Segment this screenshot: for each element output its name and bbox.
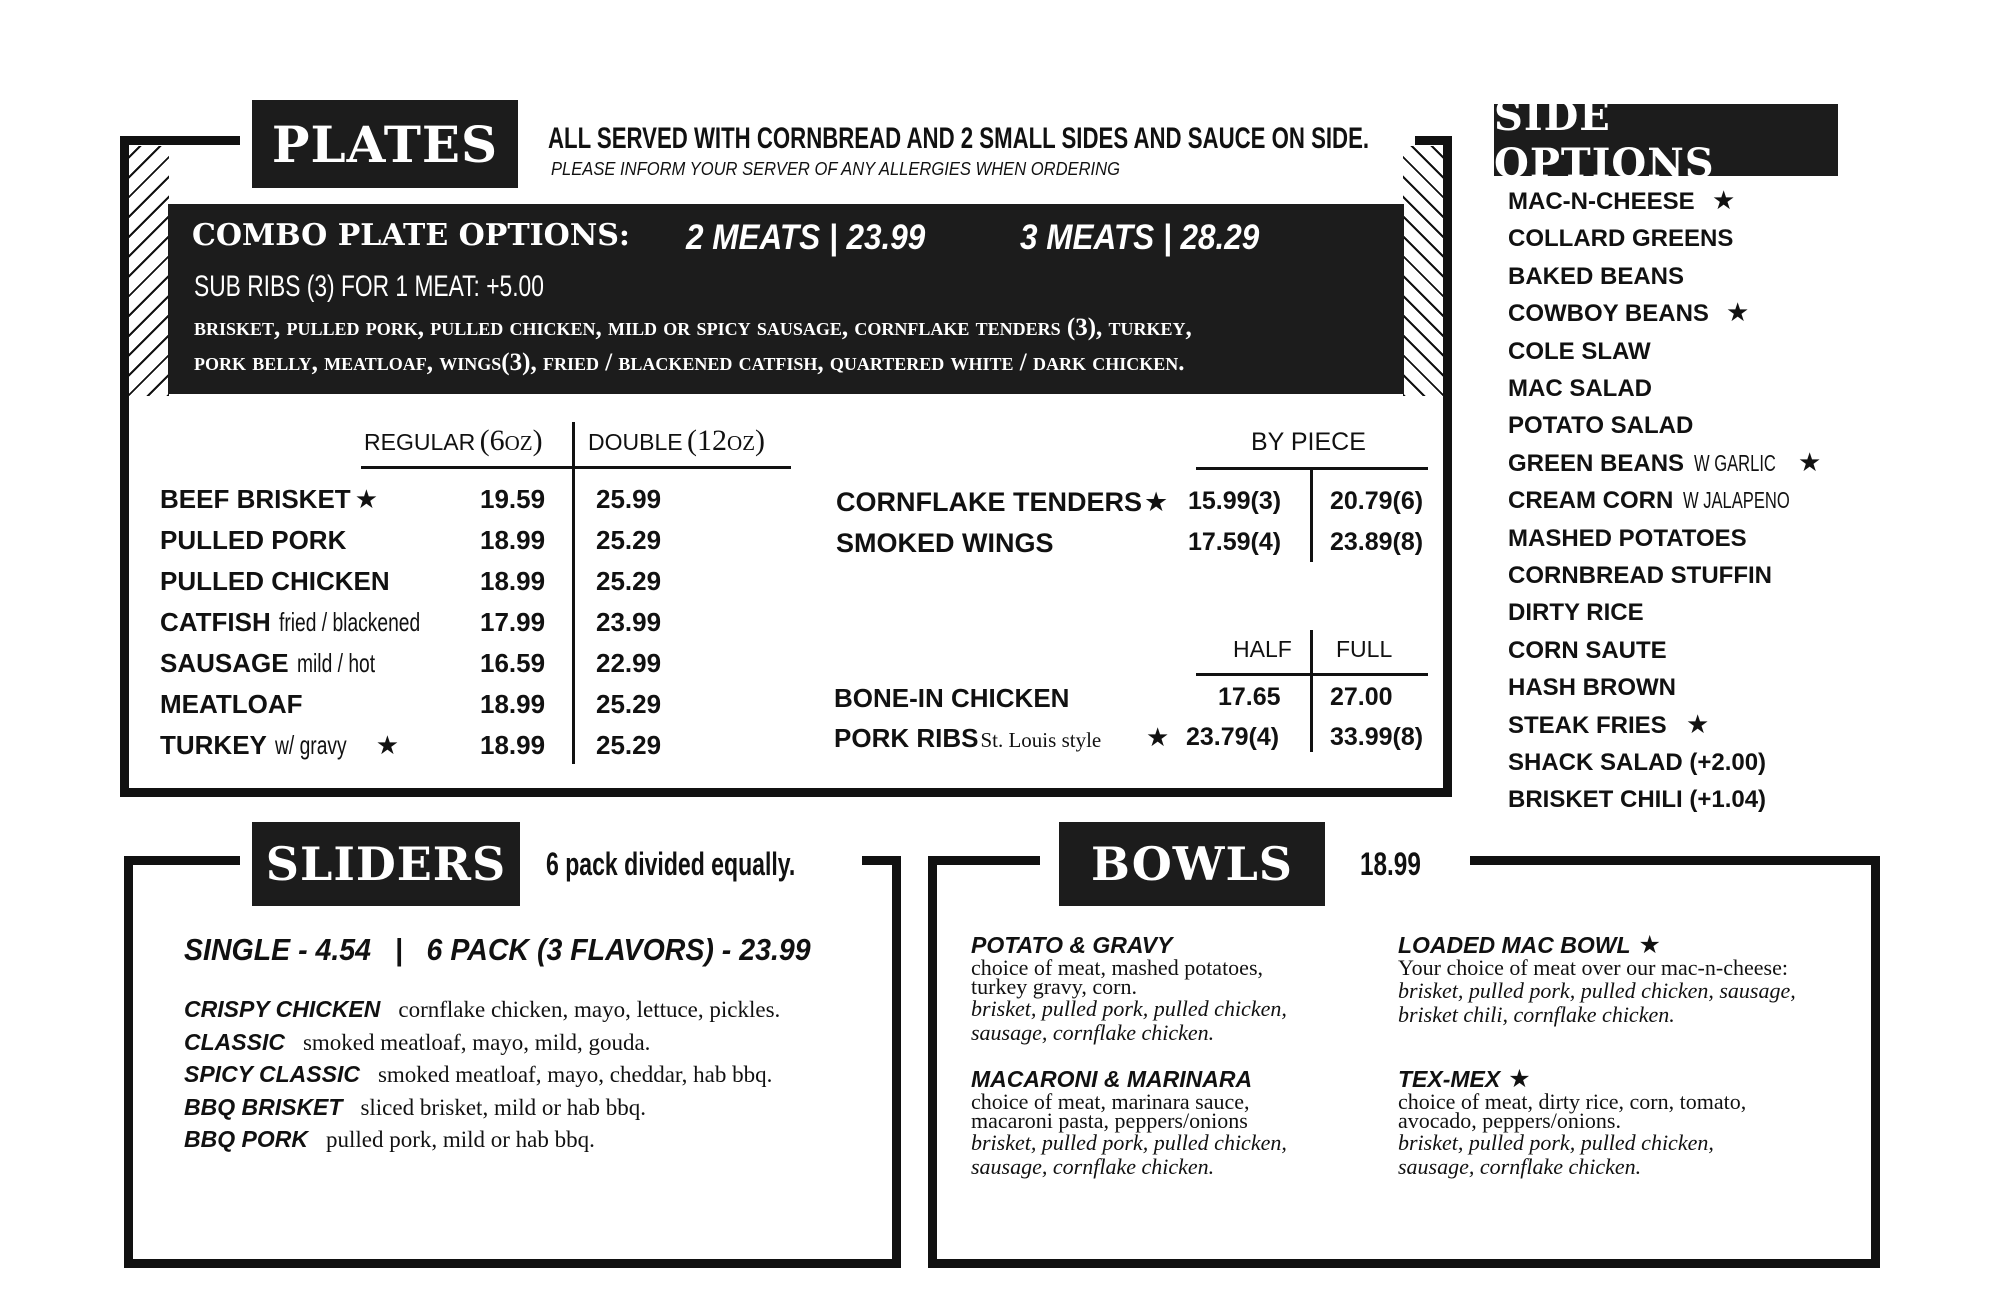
full-header: FULL bbox=[1336, 636, 1393, 662]
slider-item-name: CRISPY CHICKEN bbox=[184, 996, 381, 1022]
bowls-price: 18.99 bbox=[1360, 846, 1421, 882]
side-option-note: W GARLIC bbox=[1694, 450, 1776, 476]
plate-double-price: 25.99 bbox=[596, 484, 662, 514]
bowl-item-meats: sausage, cornflake chicken. bbox=[971, 1154, 1215, 1179]
star-icon: ★ bbox=[1798, 448, 1822, 478]
sliders-note: 6 pack divided equally. bbox=[546, 846, 796, 882]
plate-regular-price: 19.59 bbox=[480, 484, 546, 514]
half-header: HALF bbox=[1233, 636, 1292, 662]
bowl-item-desc: choice of meat, mashed potatoes, bbox=[971, 955, 1264, 980]
half-full-note: St. Louis style bbox=[980, 728, 1102, 752]
slider-item-desc: smoked meatloaf, mayo, mild, gouda. bbox=[302, 1030, 651, 1055]
slider-item bbox=[184, 1029, 650, 1056]
allergy-note: PLEASE INFORM YOUR SERVER OF ANY ALLERGIES WHEN ORDERING bbox=[551, 159, 1121, 179]
slider-item-name: BBQ BRISKET bbox=[184, 1094, 343, 1120]
side-option-note: W JALAPENO bbox=[1683, 487, 1791, 513]
regular-label: REGULAR bbox=[364, 429, 476, 455]
plate-item-row bbox=[160, 525, 346, 556]
double-label: DOUBLE bbox=[588, 429, 683, 455]
star-icon: ★ bbox=[1686, 710, 1710, 740]
plate-item-row bbox=[160, 607, 470, 638]
side-option-item bbox=[1508, 637, 1667, 665]
bowl-item-name: TEX-MEX bbox=[1398, 1066, 1501, 1092]
by-piece-name: CORNFLAKE TENDERS bbox=[836, 487, 1143, 517]
plate-item-name: MEATLOAF bbox=[160, 689, 303, 719]
plate-item-name: BEEF BRISKET bbox=[160, 484, 351, 514]
side-option-name: CORNBREAD STUFFIN bbox=[1508, 562, 1772, 589]
bowl-item-name: MACARONI & MARINARA bbox=[971, 1066, 1253, 1092]
plate-regular-price: 17.99 bbox=[480, 607, 546, 637]
bowl-item-meats: sausage, cornflake chicken. bbox=[1398, 1154, 1642, 1179]
side-option-name: MASHED POTATOES bbox=[1508, 525, 1747, 552]
by-piece-header: BY PIECE bbox=[1251, 428, 1366, 456]
plate-item-row bbox=[160, 689, 303, 720]
by-piece-name: SMOKED WINGS bbox=[836, 528, 1054, 558]
plates-title: PLATES bbox=[252, 100, 518, 188]
slider-item-name: SPICY CLASSIC bbox=[184, 1061, 360, 1087]
plate-item-row bbox=[160, 730, 399, 761]
side-option-item bbox=[1508, 786, 1766, 814]
sliders-title: SLIDERS bbox=[252, 822, 520, 906]
star-icon: ★ bbox=[375, 731, 400, 761]
bowl-item bbox=[971, 932, 1287, 1044]
plate-double-price: 25.29 bbox=[596, 689, 662, 719]
double-size: (12oz) bbox=[687, 424, 766, 457]
combo-bar bbox=[168, 204, 1404, 394]
plate-item-row bbox=[160, 566, 390, 597]
side-option-name: BRISKET CHILI (+1.04) bbox=[1508, 786, 1767, 813]
bowls-panel bbox=[928, 856, 1880, 1268]
side-option-name: CORN SAUTE bbox=[1508, 637, 1667, 664]
regular-size: (6oz) bbox=[479, 424, 543, 457]
plate-item-name: CATFISH bbox=[160, 607, 271, 637]
bowl-item-desc: avocado, peppers/onions. bbox=[1398, 1108, 1621, 1133]
half-full-name: PORK RIBS bbox=[834, 723, 979, 753]
combo-three-meats: 3 MEATS | 28.29 bbox=[1020, 218, 1260, 257]
combo-meats-line2: pork belly, meatloaf, wings(3), fried / blackened catfish, quartered white / dark chicken. bbox=[194, 349, 1185, 376]
side-option-item bbox=[1508, 263, 1684, 291]
side-option-item bbox=[1508, 525, 1747, 553]
star-icon: ★ bbox=[1146, 723, 1170, 753]
half-price: 23.79(4) bbox=[1186, 723, 1280, 751]
plate-item-row bbox=[160, 484, 378, 515]
plate-regular-price: 18.99 bbox=[480, 566, 546, 596]
side-option-item bbox=[1508, 749, 1766, 777]
plate-item-name: SAUSAGE bbox=[160, 648, 289, 678]
slider-item-name: BBQ PORK bbox=[184, 1126, 308, 1152]
star-icon: ★ bbox=[1726, 298, 1750, 328]
combo-meats-line1: brisket, pulled pork, pulled chicken, mild or spicy sausage, cornflake tenders (3), turkey, bbox=[194, 314, 1192, 341]
combo-two-meats: 2 MEATS | 23.99 bbox=[686, 218, 926, 257]
bowl-item-meats: brisket chili, cornflake chicken. bbox=[1398, 1002, 1675, 1027]
side-option-item bbox=[1508, 487, 1832, 515]
side-option-item bbox=[1508, 450, 1808, 478]
double-header bbox=[588, 424, 765, 458]
by-piece-divider bbox=[1310, 470, 1313, 562]
bowl-item bbox=[1398, 932, 1796, 1026]
full-price: 33.99(8) bbox=[1330, 723, 1424, 751]
half-full-row bbox=[834, 683, 1069, 714]
plate-double-price: 25.29 bbox=[596, 566, 662, 596]
side-option-item bbox=[1508, 225, 1733, 253]
slider-item bbox=[184, 1061, 772, 1088]
bowl-item-desc: macaroni pasta, peppers/onions bbox=[971, 1108, 1248, 1133]
bowl-item-desc: turkey gravy, corn. bbox=[971, 974, 1137, 999]
side-option-item bbox=[1508, 338, 1651, 366]
star-icon: ★ bbox=[1712, 186, 1736, 216]
side-option-name: BAKED BEANS bbox=[1508, 263, 1685, 290]
slider-item-name: CLASSIC bbox=[184, 1029, 285, 1055]
side-option-name: COLE SLAW bbox=[1508, 338, 1651, 365]
bowl-item-desc: choice of meat, marinara sauce, bbox=[971, 1089, 1250, 1114]
side-option-name: POTATO SALAD bbox=[1508, 412, 1694, 439]
slider-item-desc: smoked meatloaf, mayo, cheddar, hab bbq. bbox=[377, 1062, 773, 1087]
plate-item-name: PULLED CHICKEN bbox=[160, 566, 390, 596]
side-option-item bbox=[1508, 188, 1695, 216]
side-option-name: GREEN BEANS bbox=[1508, 450, 1685, 477]
plate-regular-price: 18.99 bbox=[480, 525, 546, 555]
bowl-item-meats: brisket, pulled pork, pulled chicken, bbox=[971, 1130, 1287, 1155]
side-option-name: SHACK SALAD (+2.00) bbox=[1508, 749, 1767, 776]
slider-item-desc: pulled pork, mild or hab bbq. bbox=[325, 1127, 595, 1152]
plate-item-note: fried / blackened bbox=[278, 607, 420, 637]
side-option-name: HASH BROWN bbox=[1508, 674, 1676, 701]
bowl-item-meats: brisket, pulled pork, pulled chicken, sausage, bbox=[1398, 978, 1796, 1003]
side-option-name: MAC-N-CHEESE bbox=[1508, 188, 1695, 215]
hatch-decoration-left bbox=[129, 146, 169, 396]
bowl-item-meats: sausage, cornflake chicken. bbox=[971, 1020, 1215, 1045]
side-option-name: STEAK FRIES bbox=[1508, 712, 1667, 739]
side-option-item bbox=[1508, 300, 1709, 328]
combo-sub-ribs: SUB RIBS (3) FOR 1 MEAT: +5.00 bbox=[194, 270, 544, 303]
regular-header bbox=[364, 424, 543, 458]
side-option-name: COWBOY BEANS bbox=[1508, 300, 1709, 327]
by-piece-large-price: 20.79(6) bbox=[1330, 487, 1424, 515]
slider-item bbox=[184, 996, 780, 1023]
by-piece-row bbox=[836, 528, 1054, 559]
side-options-title: SIDE OPTIONS bbox=[1494, 104, 1838, 176]
plate-regular-price: 18.99 bbox=[480, 730, 546, 760]
star-icon: ★ bbox=[354, 485, 378, 515]
combo-label: COMBO PLATE OPTIONS: bbox=[192, 218, 630, 253]
bowl-item-meats: brisket, pulled pork, pulled chicken, bbox=[971, 996, 1287, 1021]
hatch-decoration-right bbox=[1403, 146, 1443, 396]
side-option-name: COLLARD GREENS bbox=[1508, 225, 1734, 252]
side-option-item bbox=[1508, 599, 1644, 627]
plate-item-name: PULLED PORK bbox=[160, 525, 347, 555]
slider-item bbox=[184, 1094, 646, 1121]
bowls-title: BOWLS bbox=[1059, 822, 1325, 906]
by-piece-large-price: 23.89(8) bbox=[1330, 528, 1424, 556]
bowl-item bbox=[971, 1066, 1287, 1178]
half-full-divider bbox=[1310, 630, 1313, 752]
plate-double-price: 23.99 bbox=[596, 607, 662, 637]
slider-item-desc: sliced brisket, mild or hab bbq. bbox=[360, 1095, 646, 1120]
plate-item-name: TURKEY bbox=[160, 730, 267, 760]
bowl-item bbox=[1398, 1066, 1746, 1178]
full-price: 27.00 bbox=[1330, 683, 1393, 711]
half-full-row bbox=[834, 723, 1101, 754]
side-option-item bbox=[1508, 412, 1693, 440]
size-header-rule bbox=[361, 466, 791, 469]
plate-item-row bbox=[160, 648, 402, 679]
plate-item-note: w/ gravy bbox=[274, 730, 347, 760]
slider-item-desc: cornflake chicken, mayo, lettuce, pickles. bbox=[398, 997, 781, 1022]
plate-regular-price: 16.59 bbox=[480, 648, 546, 678]
star-icon: ★ bbox=[1638, 930, 1661, 959]
bowl-item-name: LOADED MAC BOWL bbox=[1398, 932, 1631, 958]
slider-item bbox=[184, 1126, 595, 1153]
star-icon: ★ bbox=[1144, 487, 1169, 518]
plate-double-price: 25.29 bbox=[596, 525, 662, 555]
plate-regular-price: 18.99 bbox=[480, 689, 546, 719]
bowl-item-name: POTATO & GRAVY bbox=[971, 932, 1173, 958]
plate-double-price: 22.99 bbox=[596, 648, 662, 678]
side-option-name: MAC SALAD bbox=[1508, 375, 1652, 402]
by-piece-row bbox=[836, 487, 1142, 518]
side-option-name: CREAM CORN bbox=[1508, 487, 1674, 514]
by-piece-small-price: 17.59(4) bbox=[1188, 528, 1282, 556]
sliders-pricing: SINGLE - 4.54 | 6 PACK (3 FLAVORS) - 23.99 bbox=[184, 932, 811, 967]
bowl-item-desc: choice of meat, dirty rice, corn, tomato, bbox=[1398, 1089, 1747, 1114]
star-icon: ★ bbox=[1508, 1064, 1531, 1093]
side-option-item bbox=[1508, 562, 1772, 590]
side-option-name: DIRTY RICE bbox=[1508, 599, 1644, 626]
half-price: 17.65 bbox=[1218, 683, 1281, 711]
bowl-item-desc: Your choice of meat over our mac-n-cheese: bbox=[1398, 955, 1788, 980]
plates-header-note: ALL SERVED WITH CORNBREAD AND 2 SMALL SIDES AND SAUCE ON SIDE. bbox=[548, 122, 1370, 155]
plate-item-note: mild / hot bbox=[296, 648, 375, 678]
side-option-item bbox=[1508, 375, 1652, 403]
bowl-item-meats: brisket, pulled pork, pulled chicken, bbox=[1398, 1130, 1714, 1155]
side-option-item bbox=[1508, 712, 1667, 740]
side-option-item bbox=[1508, 674, 1676, 702]
half-full-name: BONE-IN CHICKEN bbox=[834, 683, 1070, 713]
size-column-divider bbox=[572, 422, 575, 764]
by-piece-small-price: 15.99(3) bbox=[1188, 487, 1282, 515]
plate-double-price: 25.29 bbox=[596, 730, 662, 760]
